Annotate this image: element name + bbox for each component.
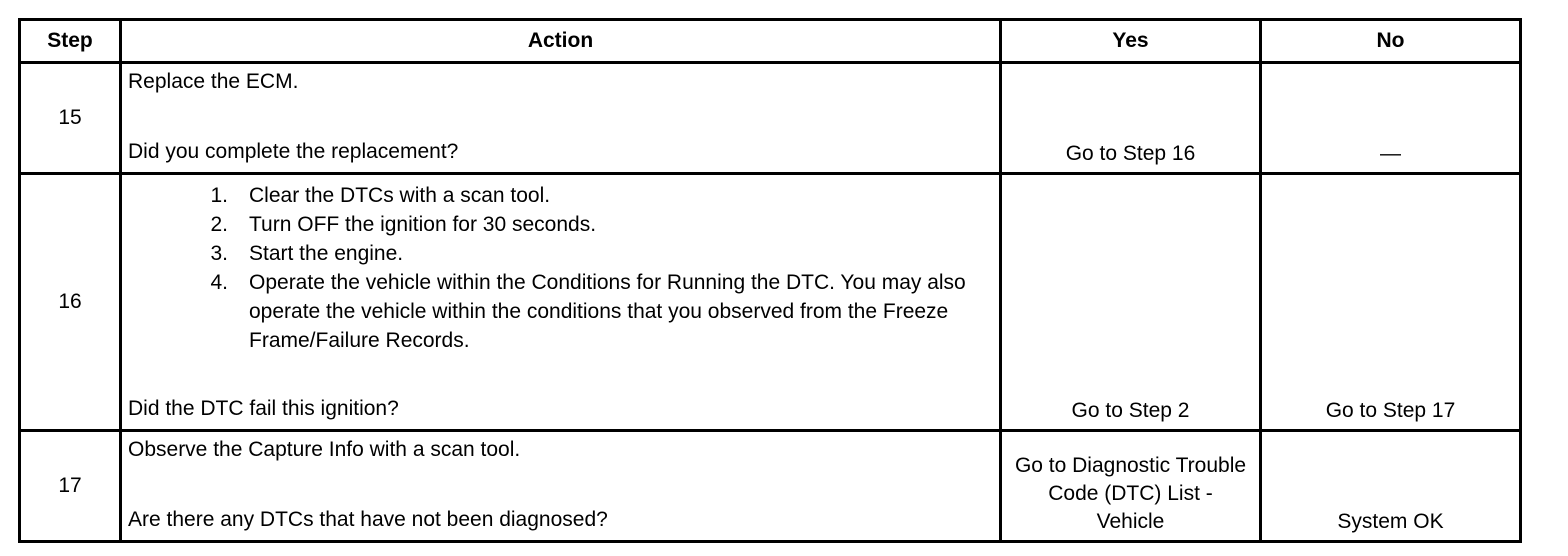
substep-number: 4.	[210, 271, 228, 294]
yes-result: Go to Step 16	[1001, 63, 1261, 174]
action-text: Observe the Capture Info with a scan tool.	[128, 438, 521, 461]
action-cell	[121, 431, 1001, 542]
step-number: 16	[20, 174, 121, 431]
header-yes: Yes	[1001, 20, 1261, 63]
no-result: Go to Step 17	[1261, 174, 1521, 431]
header-no: No	[1261, 20, 1521, 63]
substep-number: 1.	[210, 184, 228, 207]
list-item	[128, 268, 989, 355]
diagnostic-table	[18, 18, 1522, 543]
substep-text: Start the engine.	[249, 242, 404, 265]
list-item	[128, 181, 989, 210]
header-step: Step	[20, 20, 121, 63]
table-row	[20, 431, 1521, 542]
table-row	[20, 63, 1521, 174]
list-item	[128, 210, 989, 239]
substep-number: 2.	[210, 213, 228, 236]
no-result: System OK	[1261, 431, 1521, 542]
substep-text: Operate the vehicle within the Conditions for Running the DTC. You may also operate the vehicle within the conditions that you observed from the Freeze Frame/Failure Records.	[249, 271, 966, 352]
substep-text: Turn OFF the ignition for 30 seconds.	[249, 213, 597, 236]
action-question: Are there any DTCs that have not been diagnosed?	[128, 508, 608, 531]
step-number: 15	[20, 63, 121, 174]
step-number: 17	[20, 431, 121, 542]
substep-number: 3.	[210, 242, 228, 265]
no-result: —	[1261, 63, 1521, 174]
table-row	[20, 174, 1521, 431]
action-question: Did you complete the replacement?	[128, 140, 459, 163]
header-row	[20, 20, 1521, 63]
header-action: Action	[121, 20, 1001, 63]
action-cell	[121, 174, 1001, 431]
substep-text: Clear the DTCs with a scan tool.	[249, 184, 551, 207]
yes-result: Go to Step 2	[1001, 174, 1261, 431]
action-question: Did the DTC fail this ignition?	[128, 397, 399, 420]
substep-list	[128, 181, 989, 355]
list-item	[128, 239, 989, 268]
action-cell	[121, 63, 1001, 174]
action-text: Replace the ECM.	[128, 70, 299, 93]
yes-result: Go to Diagnostic Trouble Code (DTC) List - Vehicle	[1001, 431, 1261, 542]
